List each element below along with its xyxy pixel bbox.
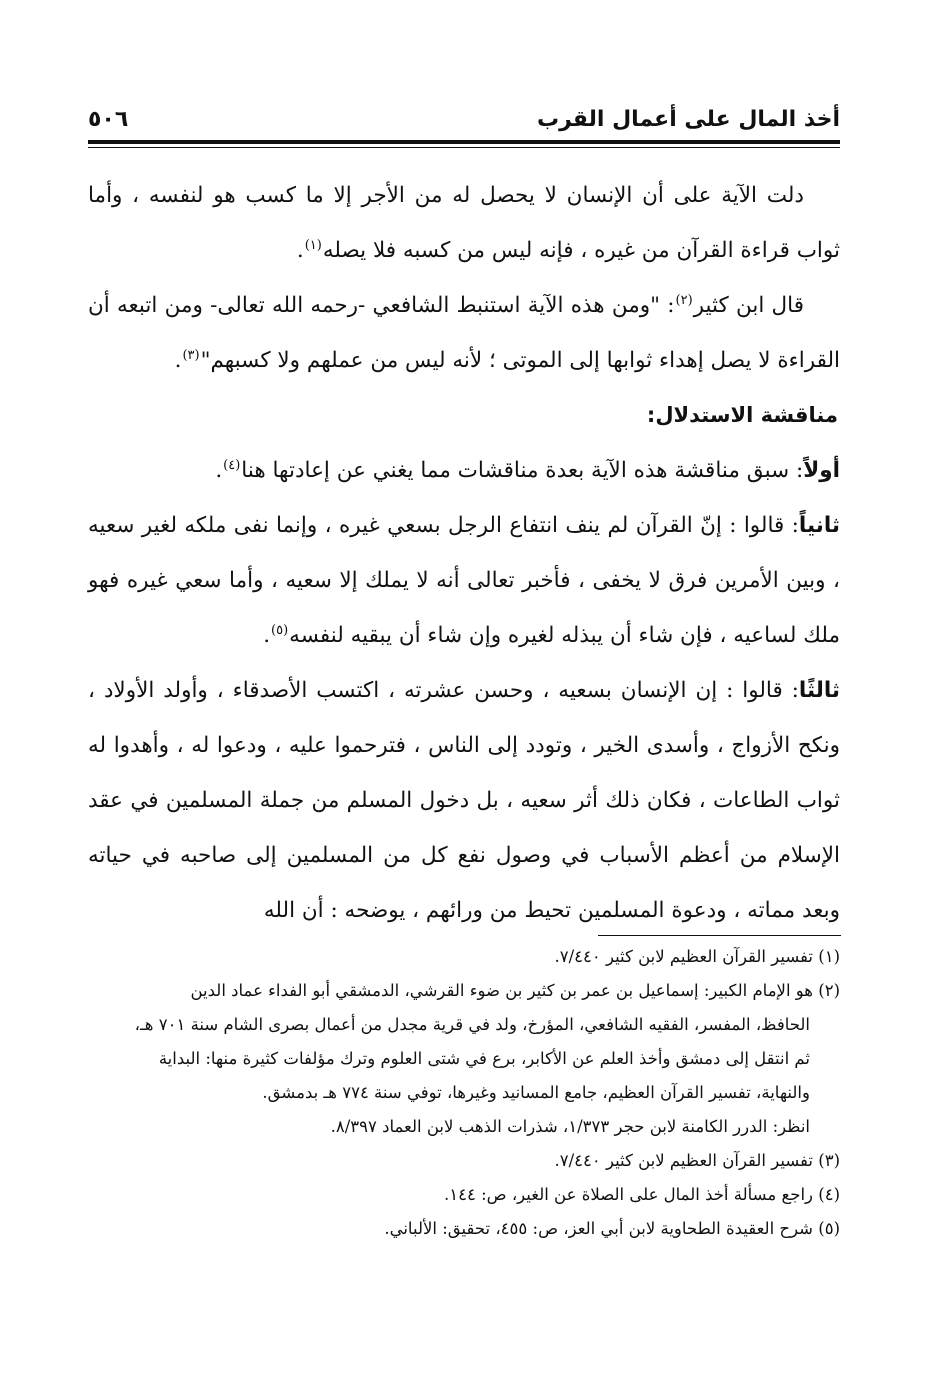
footnote-4: (٤) راجع مسألة أخذ المال على الصلاة عن الغير، ص: ١٤٤. xyxy=(443,1185,840,1204)
footnote-ref-1[interactable]: (١) xyxy=(304,237,322,253)
footnote-ref-4[interactable]: (٤) xyxy=(223,457,241,473)
paragraph-5 xyxy=(88,663,840,938)
paragraph-4-text: : قالوا : إنّ القرآن لم ينف انتفاع الرجل بسعي غيره ، وإنما نفى ملكه لغير سعيه ، وبين الأمرين فرق لا يخفى ، فأخبر تعالى أنه لا يملك إلا سعيه ، وأما سعي غيره فهو ملك لساعيه ، فإن شاء أن يبذله لغيره وإن شاء أن يبقيه لنفسه xyxy=(88,513,840,648)
paragraph-1-text: دلت الآية على أن الإنسان لا يحصل له من الأجر إلا ما كسب هو لنفسه ، وأما ثواب قراءة القرآن من غيره ، فإنه ليس من كسبه فلا يصله xyxy=(88,183,840,263)
paragraph-3-end: . xyxy=(215,458,223,483)
point-label-first: أولاً xyxy=(803,458,840,483)
paragraph-1 xyxy=(88,168,840,278)
footnote-ref-3[interactable]: (٣) xyxy=(182,347,200,363)
paragraph-2-text-a: قال ابن كثير xyxy=(693,293,804,318)
main-text xyxy=(88,168,840,938)
section-heading: مناقشة الاستدلال: xyxy=(646,403,838,427)
footnotes xyxy=(88,940,840,1246)
paragraph-5-text: : قالوا : إن الإنسان بسعيه ، وحسن عشرته ، اكتسب الأصدقاء ، وأولد الأولاد ، ونكح الأزواج ، وأسدى الخير ، وتودد إلى الناس ، فترحموا عليه ، ودعوا له ، وأهدوا له ثواب الطاعات ، فكان ذلك أثر سعيه ، بل دخول المسلم من جملة المسلمين في عقد الإسلام من أعظم الأسباب في وصول نفع كل من المسلمين إلى صاحبه في حياته وبعد مماته ، ودعوة المسلمين تحيط من ورائهم ، يوضحه : أن الله xyxy=(88,678,840,923)
footnote-3: (٣) تفسير القرآن العظيم لابن كثير ٧/٤٤٠. xyxy=(554,1151,840,1170)
footnote-2-line-3: ثم انتقل إلى دمشق وأخذ العلم عن الأكابر، برع في شتى العلوم وترك مؤلفات كثيرة منها: البداية xyxy=(158,1049,810,1068)
footnote-5: (٥) شرح العقيدة الطحاوية لابن أبي العز، ص: ٤٥٥، تحقيق: الألباني. xyxy=(384,1219,840,1238)
point-label-second: ثانياً xyxy=(798,513,840,538)
footnote-2-line-2: الحافظ، المفسر، الفقيه الشافعي، المؤرخ، ولد في قرية مجدل من أعمال بصرى الشام سنة ٧٠١ هـ، xyxy=(134,1015,810,1034)
paragraph-1-end: . xyxy=(296,238,304,263)
point-label-third: ثالثًا xyxy=(798,678,840,703)
footnote-ref-5[interactable]: (٥) xyxy=(271,622,289,638)
footnote-2-line-5: انظر: الدرر الكامنة لابن حجر ١/٣٧٣، شذرات الذهب لابن العماد ٨/٣٩٧. xyxy=(330,1117,810,1136)
paragraph-4-end: . xyxy=(263,623,271,648)
footnote-2-line-4: والنهاية، تفسير القرآن العظيم، جامع المسانيد وغيرها، توفي سنة ٧٧٤ هـ بدمشق. xyxy=(262,1083,810,1102)
running-header xyxy=(88,98,840,132)
footnote-1: (١) تفسير القرآن العظيم لابن كثير ٧/٤٤٠. xyxy=(554,947,840,966)
footnote-ref-2[interactable]: (٢) xyxy=(675,292,693,308)
paragraph-2-text-b: : "ومن هذه الآية استنبط الشافعي -رحمه الله تعالى- ومن اتبعه أن القراءة لا يصل إهداء ثوابها إلى الموتى ؛ لأنه ليس من عملهم ولا كسبهم" xyxy=(88,293,840,373)
paragraph-4 xyxy=(88,498,840,663)
header-rule-thick xyxy=(88,140,840,144)
paragraph-2 xyxy=(88,278,840,388)
paragraph-3-text: : سبق مناقشة هذه الآية بعدة مناقشات مما يغني عن إعادتها هنا xyxy=(241,458,804,483)
paragraph-2-end: . xyxy=(174,348,182,373)
footnote-2-line-1: (٢) هو الإمام الكبير: إسماعيل بن عمر بن كثير بن ضوء القرشي، الدمشقي أبو الفداء عماد الدين xyxy=(190,981,840,1000)
header-rule-thin xyxy=(88,147,840,148)
page-number: ٥٠٦ xyxy=(88,107,129,132)
running-title: أخذ المال على أعمال القرب xyxy=(536,107,840,132)
footnote-separator xyxy=(598,935,841,936)
paragraph-3 xyxy=(88,443,840,498)
